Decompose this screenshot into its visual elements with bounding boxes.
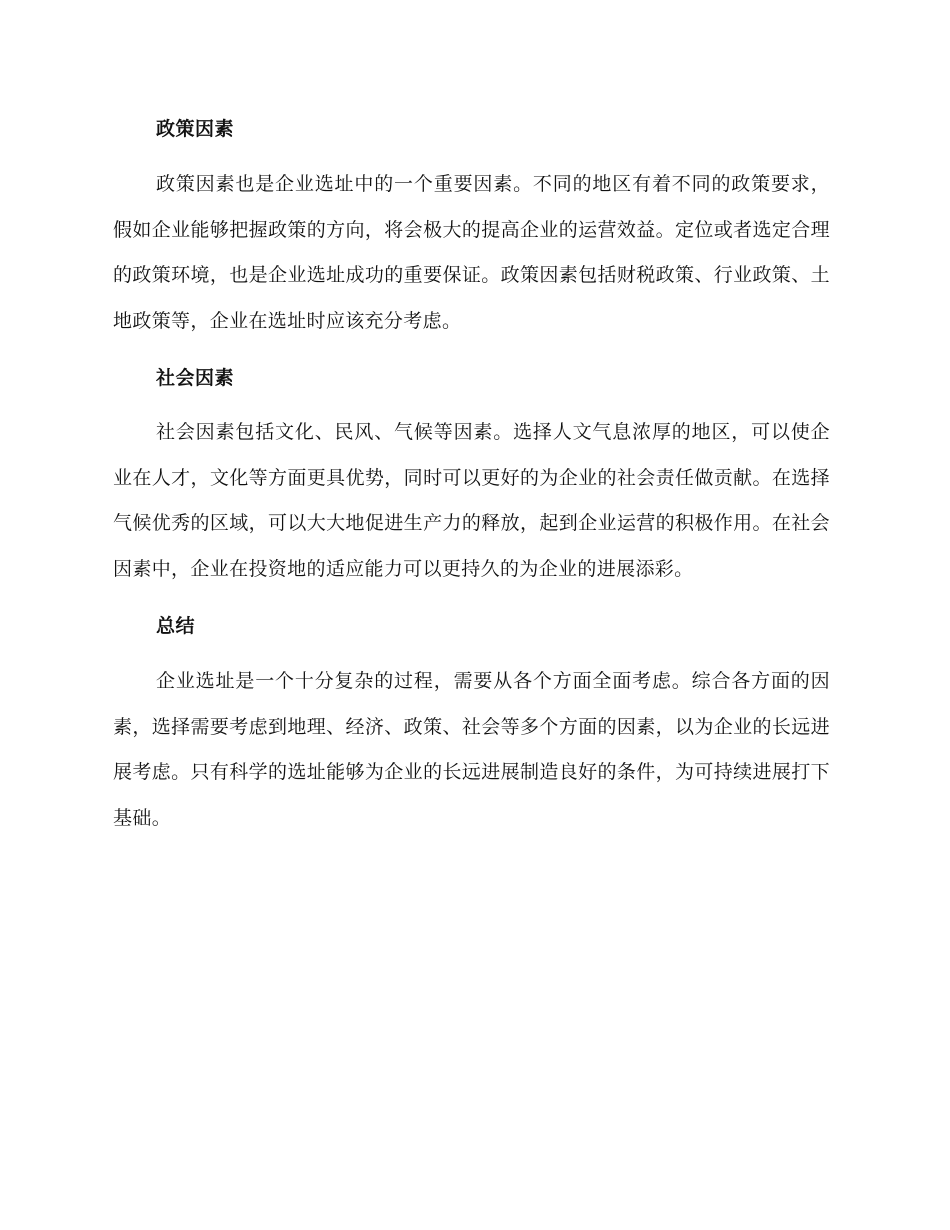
section-paragraph-policy: 政策因素也是企业选址中的一个重要因素。不同的地区有着不同的政策要求，假如企业能够把握政策的方向，将会极大的提高企业的运营效益。定位或者选定合理的政策环境，也是企业选址成功的重要保证。政策因素包括财税政策、行业政策、土地政策等，企业在选址时应该充分考虑。 <box>113 173 830 332</box>
section-heading-summary: 总结 <box>156 615 196 637</box>
section-paragraph-summary: 企业选址是一个十分复杂的过程，需要从各个方面全面考虑。综合各方面的因素，选择需要考虑到地理、经济、政策、社会等多个方面的因素，以为企业的长远进展考虑。只有科学的选址能够为企业的长远进展制造良好的条件，为可持续进展打下基础。 <box>113 670 830 829</box>
section-heading-social: 社会因素 <box>156 367 235 389</box>
section-paragraph-social: 社会因素包括文化、民风、气候等因素。选择人文气息浓厚的地区，可以使企业在人才，文化等方面更具优势，同时可以更好的为企业的社会责任做贡献。在选择气候优秀的区域，可以大大地促进生产力的释放，起到企业运营的积极作用。在社会因素中，企业在投资地的适应能力可以更持久的为企业的进展添彩。 <box>113 421 830 580</box>
section-heading-policy: 政策因素 <box>156 118 235 140</box>
